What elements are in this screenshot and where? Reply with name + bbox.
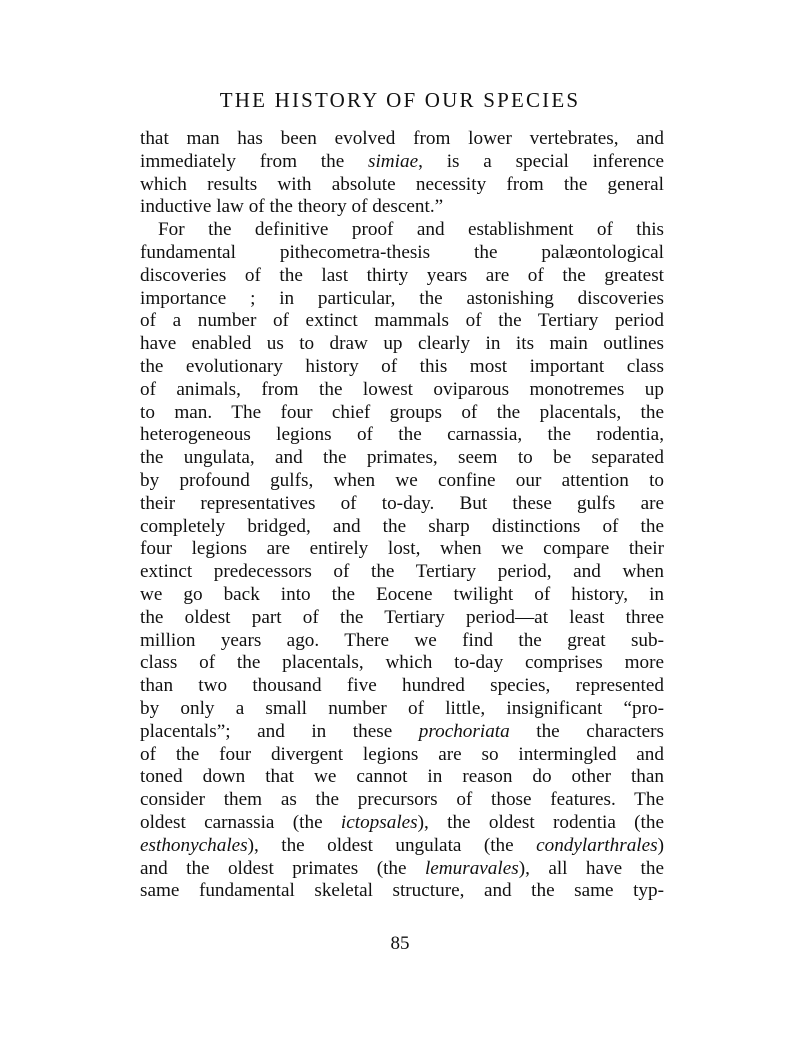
text-segment: , is a special inference [418,150,664,172]
italic-term: esthonychales [140,834,248,856]
text-line [140,766,664,789]
text-line [140,447,664,470]
text-line [140,744,664,767]
text-segment: heterogeneous legions of the carnassia, the rodentia, [140,424,664,446]
text-line [140,721,664,744]
text-line [140,242,664,265]
text-segment: we go back into the Eocene twilight of history, in [140,583,664,605]
text-line [140,516,664,539]
text-segment: four legions are entirely lost, when we compare their [140,538,664,560]
text-line [140,265,664,288]
text-segment: discoveries of the last thirty years are of the greatest [140,264,664,286]
text-line [140,698,664,721]
text-line [140,561,664,584]
text-segment: toned down that we cannot in reason do other than [140,766,664,788]
text-segment: ), the oldest rodentia (the [417,811,665,833]
text-segment: inductive law of the theory of descent.” [140,196,444,218]
text-line [140,196,664,219]
text-line [140,675,664,698]
text-segment: that man has been evolved from lower vertebrates, and [140,128,664,149]
text-line [140,538,664,561]
text-segment: which results with absolute necessity from the general [140,173,664,195]
italic-term: simiae [368,150,419,172]
text-line [140,310,664,333]
text-segment: consider them as the precursors of those features. The [140,789,664,811]
text-segment: immediately from the [140,150,368,172]
text-segment: their representatives of to-day. But these gulfs are [140,492,664,514]
text-line [140,835,664,858]
text-line [140,607,664,630]
text-segment: completely bridged, and the sharp distinctions of the [140,515,664,537]
text-line [140,880,664,903]
text-line [140,402,664,425]
text-segment: ), all have the [518,857,664,879]
italic-term: prochoriata [418,720,510,742]
text-segment: of a number of extinct mammals of the Tertiary period [140,310,664,332]
text-line [140,356,664,379]
text-line [140,584,664,607]
text-segment: of the four divergent legions are so intermingled and [140,743,664,765]
text-segment: the evolutionary history of this most important class [140,355,664,377]
italic-term: condylarthrales [536,834,658,856]
body-text [140,128,664,903]
text-segment: For the definitive proof and establishment of this [158,219,664,241]
text-segment: extinct predecessors of the Tertiary period, and when [140,561,664,583]
text-segment: same fundamental skeletal structure, and the same typ- [140,880,664,902]
text-segment: oldest carnassia (the [140,811,341,833]
text-segment: by only a small number of little, insignificant “pro- [140,697,664,719]
text-line [140,652,664,675]
text-line [140,812,664,835]
text-segment: the ungulata, and the primates, seem to be separated [140,447,664,469]
text-line [140,789,664,812]
text-segment: have enabled us to draw up clearly in its main outlines [140,333,664,355]
text-segment: ) [657,834,664,856]
text-segment: placentals”; and in these [140,720,419,742]
text-segment: and the oldest primates (the [140,857,425,879]
text-segment: importance ; in particular, the astonishing discoveries [140,287,664,309]
italic-term: lemuravales [424,857,519,879]
text-segment: of animals, from the lowest oviparous monotremes up [140,378,664,400]
text-segment: by profound gulfs, when we confine our attention to [140,469,664,491]
text-line [140,630,664,653]
text-segment: to man. The four chief groups of the placentals, the [140,401,664,423]
running-head: THE HISTORY OF OUR SPECIES [219,88,581,112]
text-line [140,858,664,881]
text-segment: fundamental pithecometra-thesis the palæontological [140,241,664,263]
text-line [140,128,664,151]
text-line [140,470,664,493]
text-line [140,424,664,447]
italic-term: ictopsales [340,811,418,833]
text-segment: class of the placentals, which to-day comprises more [140,652,664,674]
text-line [140,379,664,402]
text-line [140,219,664,242]
text-line [140,174,664,197]
text-segment: the oldest part of the Tertiary period—at least three [140,606,664,628]
text-line [140,333,664,356]
text-segment: ), the oldest ungulata (the [247,834,537,856]
text-segment: million years ago. There we find the great sub- [140,629,664,651]
text-line [140,288,664,311]
text-segment: the characters [509,720,664,742]
page-number: 85 [390,933,410,954]
text-line [140,151,664,174]
text-line [140,493,664,516]
text-segment: than two thousand five hundred species, represented [140,675,664,697]
